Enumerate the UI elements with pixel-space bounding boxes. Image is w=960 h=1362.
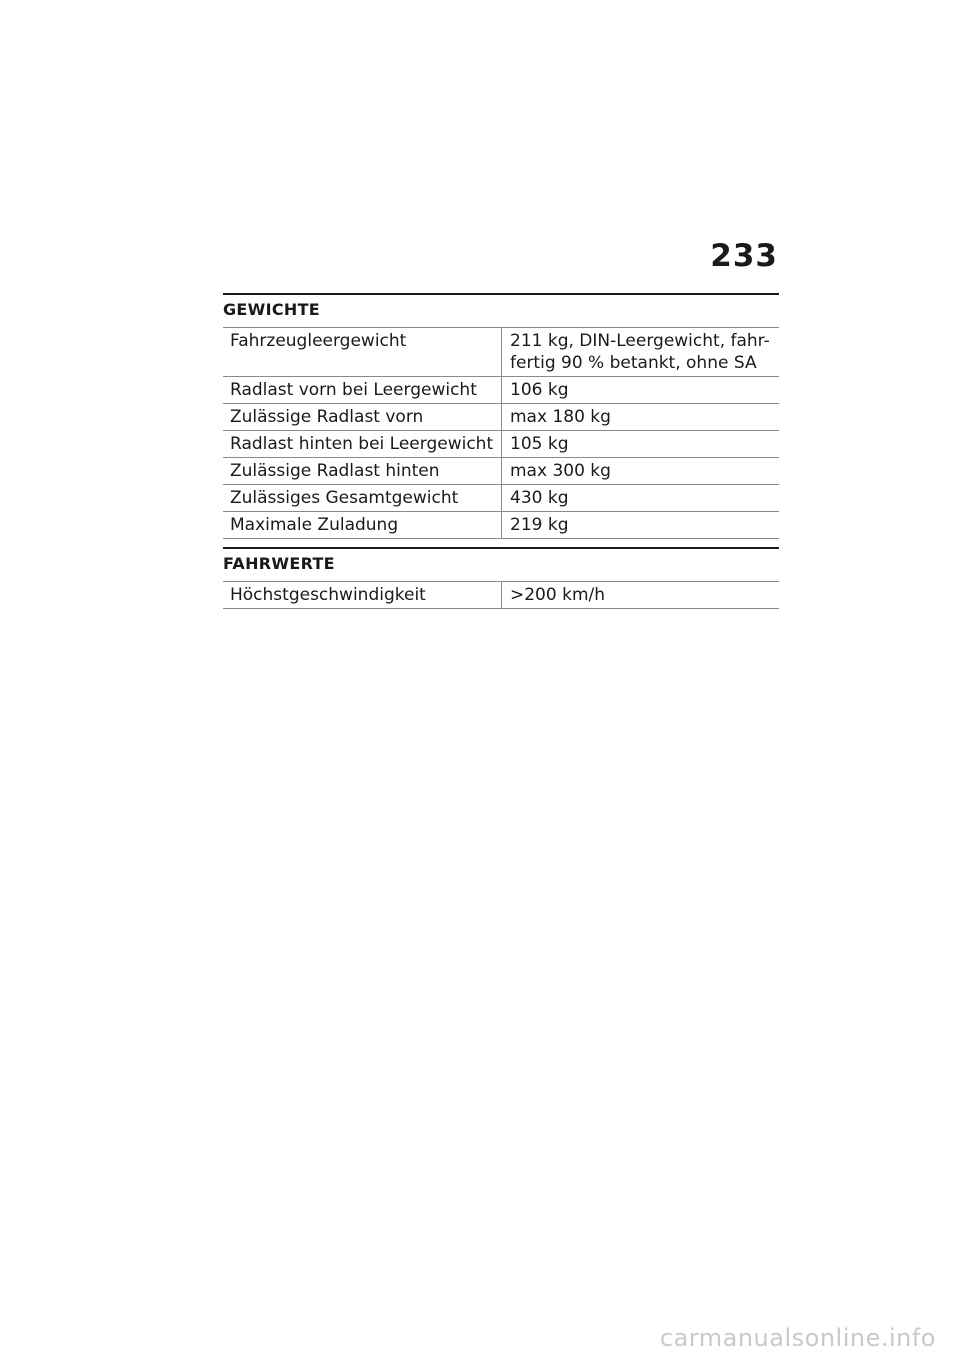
section-title-gewichte: GEWICHTE [223, 293, 779, 323]
row-label: Maximale Zuladung [223, 512, 502, 539]
row-value: max 180 kg [502, 404, 780, 431]
section-gewichte [223, 293, 779, 539]
section-title-fahrwerte: FAHRWERTE [223, 547, 779, 577]
row-value: >200 km/h [502, 582, 780, 609]
table-row [223, 328, 779, 377]
table-row [223, 431, 779, 458]
row-label: Zulässige Radlast hinten [223, 458, 502, 485]
row-label: Zulässiges Gesamtgewicht [223, 485, 502, 512]
page-number: 233 [710, 238, 778, 274]
gewichte-table [223, 327, 779, 539]
row-value: 106 kg [502, 377, 780, 404]
watermark: carmanualsonline.info [659, 1324, 936, 1352]
table-row [223, 485, 779, 512]
row-value: 430 kg [502, 485, 780, 512]
table-row [223, 404, 779, 431]
table-row [223, 512, 779, 539]
row-value: 219 kg [502, 512, 780, 539]
row-label: Fahrzeugleergewicht [223, 328, 502, 377]
row-label: Radlast vorn bei Leergewicht [223, 377, 502, 404]
row-value: max 300 kg [502, 458, 780, 485]
row-label: Zulässige Radlast vorn [223, 404, 502, 431]
fahrwerte-table [223, 581, 779, 609]
row-label: Höchstgeschwindigkeit [223, 582, 502, 609]
table-row [223, 377, 779, 404]
section-fahrwerte [223, 547, 779, 609]
row-value: 211 kg, DIN-Leergewicht, fahr- fertig 90 % betankt, ohne SA [502, 328, 780, 377]
table-row [223, 582, 779, 609]
table-row [223, 458, 779, 485]
row-value: 105 kg [502, 431, 780, 458]
row-label: Radlast hinten bei Leergewicht [223, 431, 502, 458]
